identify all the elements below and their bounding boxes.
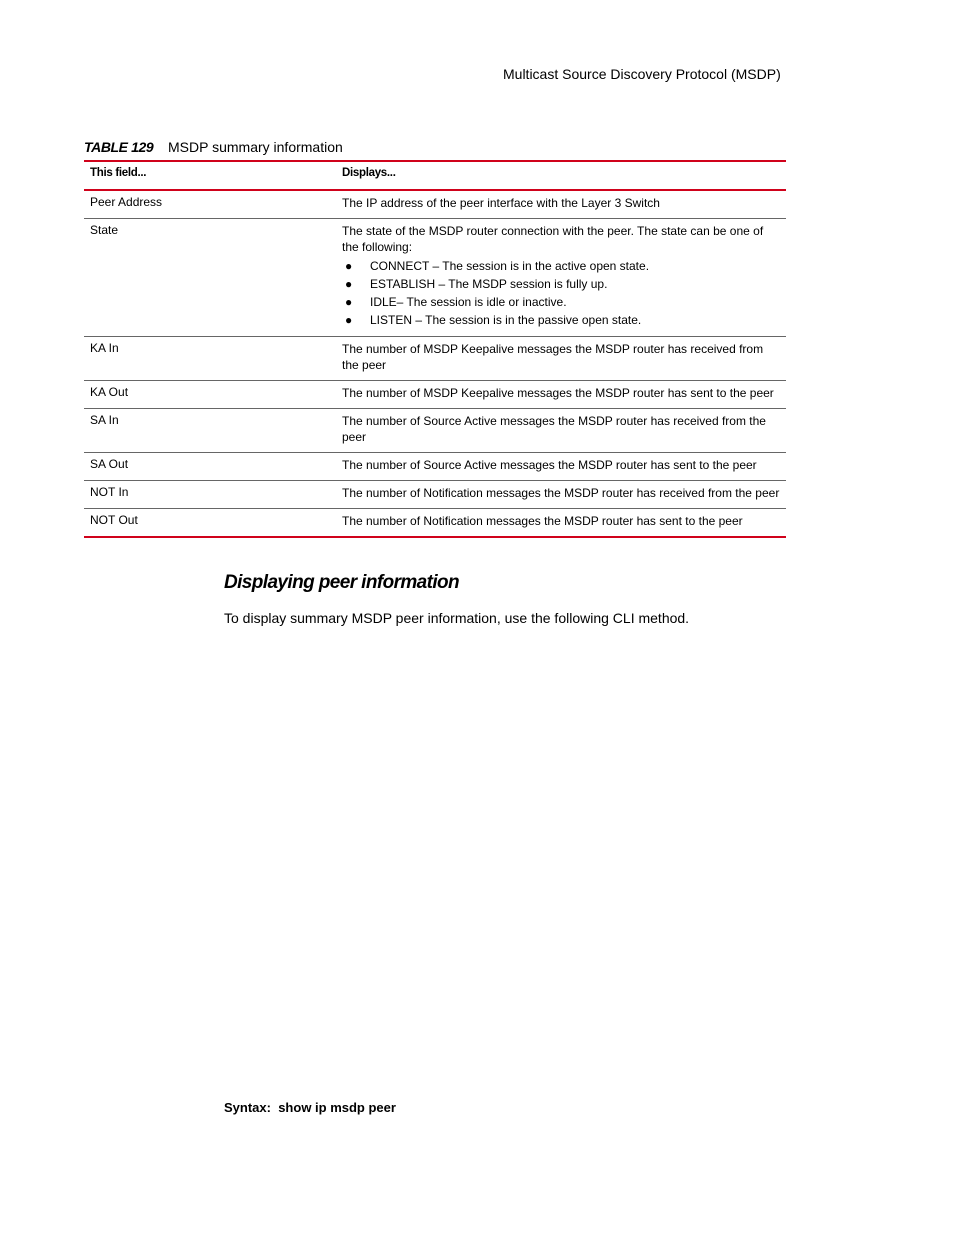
- row-field: State: [90, 223, 119, 237]
- msdp-summary-table: [84, 160, 786, 538]
- state-list: [342, 257, 780, 329]
- table-row: [84, 219, 786, 337]
- row-field: NOT In: [90, 485, 129, 499]
- row-description: The number of Source Active messages the MSDP router has received from the peer: [342, 414, 766, 444]
- list-item-text: ESTABLISH – The MSDP session is fully up.: [370, 277, 608, 291]
- running-header: Multicast Source Discovery Protocol (MSDP): [503, 66, 781, 82]
- bullet-icon: ●: [345, 277, 353, 291]
- list-item-text: IDLE– The session is idle or inactive.: [370, 295, 567, 309]
- table-caption: [84, 139, 343, 155]
- table-row: [84, 481, 786, 509]
- syntax-label: Syntax:: [224, 1100, 271, 1115]
- table-row: [84, 381, 786, 409]
- table-row: [84, 191, 786, 219]
- list-item: [342, 293, 780, 311]
- table-caption-text: MSDP summary information: [168, 139, 343, 155]
- row-field: NOT Out: [90, 513, 138, 527]
- list-item: [342, 275, 780, 293]
- row-description: The number of MSDP Keepalive messages the MSDP router has sent to the peer: [342, 386, 774, 400]
- row-field: KA In: [90, 341, 119, 355]
- table-header-row: [84, 160, 786, 191]
- column-header-displays: Displays...: [342, 167, 396, 179]
- row-field: KA Out: [90, 385, 129, 399]
- list-item: [342, 257, 780, 275]
- list-item: [342, 311, 780, 329]
- table-row: [84, 509, 786, 538]
- bullet-icon: ●: [345, 259, 353, 273]
- row-description: The number of MSDP Keepalive messages the MSDP router has received from the peer: [342, 342, 764, 372]
- list-item-text: CONNECT – The session is in the active open state.: [370, 259, 650, 273]
- bullet-icon: ●: [345, 295, 353, 309]
- syntax-line: [224, 1100, 396, 1115]
- row-field: SA In: [90, 413, 119, 427]
- body-paragraph: To display summary MSDP peer information, use the following CLI method.: [224, 610, 690, 626]
- row-description: The number of Notification messages the MSDP router has received from the peer: [342, 486, 780, 500]
- syntax-command: show ip msdp peer: [278, 1100, 396, 1115]
- row-description: The number of Notification messages the MSDP router has sent to the peer: [342, 514, 743, 528]
- table-row: [84, 409, 786, 453]
- row-field: Peer Address: [90, 195, 163, 209]
- row-field: SA Out: [90, 457, 129, 471]
- bullet-icon: ●: [345, 313, 353, 327]
- table-number: TABLE 129: [84, 139, 154, 155]
- row-description: The state of the MSDP router connection with the peer. The state can be one of the following:: [342, 224, 764, 254]
- section-heading: Displaying peer information: [224, 572, 460, 593]
- table-row: [84, 337, 786, 381]
- row-description: The IP address of the peer interface with the Layer 3 Switch: [342, 196, 660, 210]
- row-description-cell: [342, 219, 786, 336]
- table-row: [84, 453, 786, 481]
- column-header-field: This field...: [90, 167, 147, 179]
- row-description: The number of Source Active messages the MSDP router has sent to the peer: [342, 458, 757, 472]
- list-item-text: LISTEN – The session is in the passive open state.: [370, 313, 642, 327]
